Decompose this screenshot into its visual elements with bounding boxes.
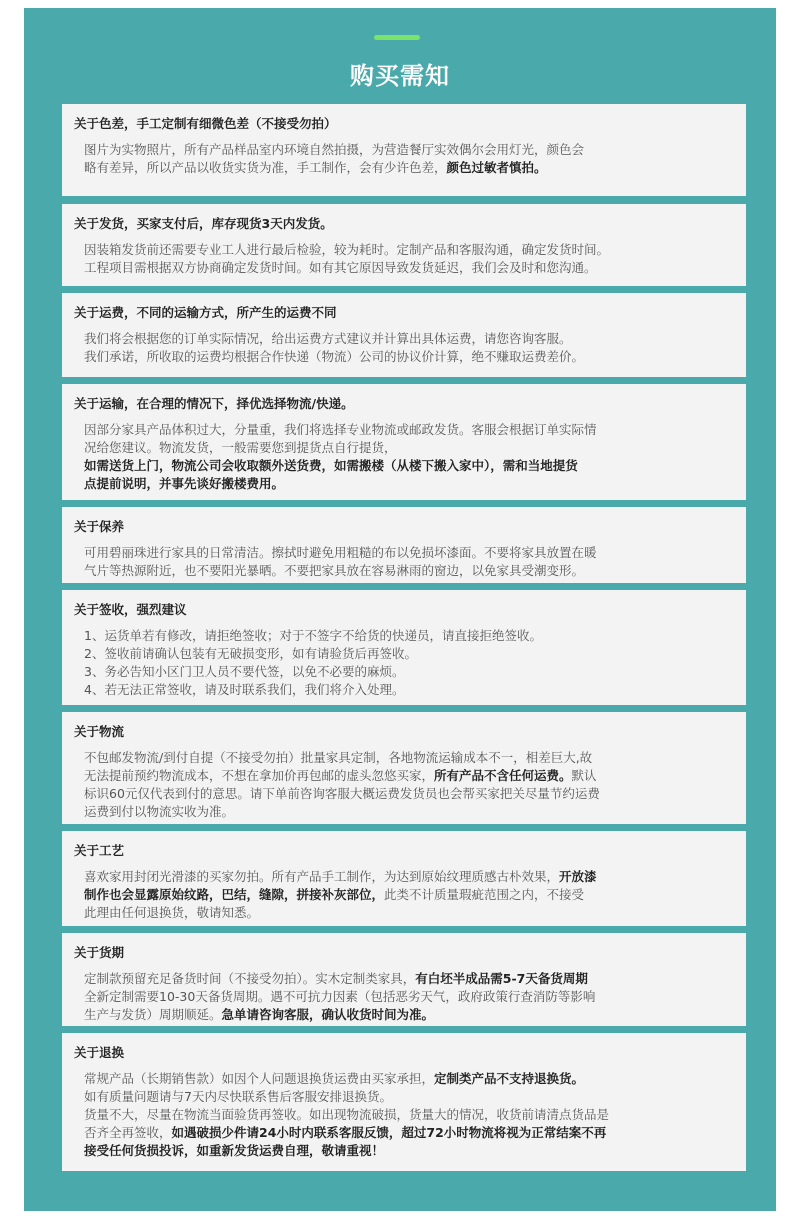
body-text: 生产与发货）周期顺延。: [84, 1007, 222, 1022]
body-text: 无法提前预约物流成本，不想在拿加价再包邮的虚头忽悠买家，: [84, 768, 435, 783]
section-line: [84, 141, 736, 159]
body-text: 气片等热源附近，也不要阳光暴晒。不要把家具放在容易淋雨的窗边，以免家具受潮变形。: [84, 563, 585, 578]
bold-text: 定制类产品不支持退换货。: [434, 1071, 585, 1086]
bold-text: 颜色过敏者慎拍。: [446, 160, 547, 175]
section-line: [84, 886, 736, 904]
section-heading: 关于运费，不同的运输方式，所产生的运费不同: [74, 305, 337, 320]
section-heading: 关于发货，买家支付后，库存现货3天内发货。: [74, 216, 333, 231]
section-line: [84, 749, 736, 767]
section-heading: 关于色差，手工定制有细微色差（不接受勿拍）: [74, 116, 337, 131]
body-text: 可用碧丽珠进行家具的日常清洁。擦拭时避免用粗糙的布以免损坏漆面。不要将家具放置在暖: [84, 545, 597, 560]
section-line: [84, 1088, 736, 1106]
section-line: [84, 348, 736, 366]
body-text: 否齐全再签收，: [84, 1125, 172, 1140]
body-text: 况给您建议。物流发货，一般需要您到提货点自行提货，: [84, 440, 397, 455]
body-text: 2、签收前请确认包装有无破损变形，如有请验货后再签收。: [84, 646, 417, 661]
section-line: [84, 1106, 736, 1124]
section-line: [84, 1142, 736, 1160]
section-line: [84, 904, 736, 922]
body-text: 喜欢家用封闭光滑漆的买家勿拍。所有产品手工制作，为达到原始纹理质感古朴效果，: [84, 869, 560, 884]
section-body: [74, 241, 736, 277]
section-line: [84, 475, 736, 493]
section-line: [84, 159, 736, 177]
section-body: [74, 141, 736, 177]
section-line: [84, 663, 736, 681]
section-line: [84, 970, 736, 988]
section-heading: 关于退换: [74, 1045, 125, 1060]
section-heading: 关于运输，在合理的情况下，择优选择物流/快递。: [74, 396, 354, 411]
section-line: [84, 421, 736, 439]
body-text: 不包邮发物流/到付自提（不接受勿拍）批量家具定制，各地物流运输成本不一，相差巨大,故: [84, 750, 593, 765]
section-heading: 关于货期: [74, 945, 125, 960]
bold-text: 接受任何货损投诉，如重新发货运费自理，敬请重视！: [84, 1143, 385, 1158]
section-body: [74, 330, 736, 366]
title-accent-bar: [374, 35, 420, 40]
section-line: [84, 544, 736, 562]
body-text: 如有质量问题请与7天内尽快联系售后客服安排退换货。: [84, 1089, 392, 1104]
body-text: 略有差异，所以产品以收货实货为准，手工制作，会有少许色差，: [84, 160, 447, 175]
body-text: 货量不大，尽量在物流当面验货再签收。如出现物流破损，货量大的情况，收货前请清点货品是: [84, 1107, 610, 1122]
body-text: 因部分家具产品体积过大，分量重，我们将选择专业物流或邮政发货。客服会根据订单实际情: [84, 422, 597, 437]
bold-text: 如需送货上门，物流公司会收取额外送货费，如需搬楼（从楼下搬入家中），需和当地提货: [84, 458, 578, 473]
body-text: 工程项目需根据双方协商确定发货时间。如有其它原因导致发货延迟，我们会及时和您沟通。: [84, 260, 597, 275]
section-craft: [62, 831, 746, 926]
section-line: [84, 1124, 736, 1142]
section-shipping: [62, 204, 746, 286]
section-body: [74, 544, 736, 580]
body-text: 此理由任何退换货，敬请知悉。: [84, 905, 260, 920]
body-text: 默认: [571, 768, 597, 783]
bold-text: 如遇破损少件请24小时内联系客服反馈，超过72小时物流将视为正常结案不再: [171, 1125, 607, 1140]
bold-text: 制作也会显露原始纹路，巴结，缝隙，拼接补灰部位，: [84, 887, 385, 902]
bold-text: 点提前说明，并事先谈好搬楼费用。: [84, 476, 285, 491]
body-text: 标识60元仅代表到付的意思。请下单前咨询客服大概运费发货员也会帮买家把关尽量节约运费: [84, 786, 600, 801]
section-freight: [62, 293, 746, 377]
body-text: 全新定制需要10-30天备货周期。遇不可抗力因素（包括恶劣天气，政府政策行查消防等影响: [84, 989, 596, 1004]
bold-text: 急单请咨询客服，确认收货时间为准。: [221, 1007, 435, 1022]
section-heading: 关于物流: [74, 724, 125, 739]
section-lead-time: [62, 933, 746, 1026]
section-line: [84, 627, 736, 645]
section-line: [84, 259, 736, 277]
section-line: [84, 785, 736, 803]
section-line: [84, 988, 736, 1006]
body-text: 此类不计质量瑕疵范围之内，不接受: [384, 887, 585, 902]
body-text: 3、务必告知小区门卫人员不要代签，以免不必要的麻烦。: [84, 664, 405, 679]
section-returns: [62, 1033, 746, 1171]
body-text: 4、若无法正常签收，请及时联系我们，我们将介入处理。: [84, 682, 405, 697]
section-logistics: [62, 712, 746, 824]
section-body: [74, 421, 736, 493]
section-line: [84, 767, 736, 785]
section-body: [74, 868, 736, 922]
section-transport: [62, 384, 746, 500]
section-line: [84, 803, 736, 821]
section-body: [74, 749, 736, 821]
section-line: [84, 868, 736, 886]
section-line: [84, 645, 736, 663]
section-maintenance: [62, 507, 746, 583]
section-line: [84, 330, 736, 348]
section-line: [84, 439, 736, 457]
section-line: [84, 241, 736, 259]
body-text: 我们将会根据您的订单实际情况，给出运费方式建议并计算出具体运费，请您咨询客服。: [84, 331, 572, 346]
section-line: [84, 1070, 736, 1088]
section-body: [74, 627, 736, 699]
bold-text: 开放漆: [559, 869, 597, 884]
body-text: 常规产品（长期销售款）如因个人问题退换货运费由买家承担，: [84, 1071, 435, 1086]
body-text: 运费到付以物流实收为准。: [84, 804, 235, 819]
section-signing: [62, 590, 746, 705]
section-body: [74, 970, 736, 1024]
body-text: 定制款预留充足备货时间（不接受勿拍）。实木定制类家具，: [84, 971, 416, 986]
section-line: [84, 1006, 736, 1024]
section-line: [84, 562, 736, 580]
body-text: 我们承诺，所收取的运费均根据合作快递（物流）公司的协议价计算，绝不赚取运费差价。: [84, 349, 585, 364]
section-heading: 关于签收，强烈建议: [74, 602, 187, 617]
body-text: 1、运货单若有修改，请拒绝签收；对于不签字不给货的快递员，请直接拒绝签收。: [84, 628, 542, 643]
notice-panel: [24, 8, 776, 1211]
section-heading: 关于工艺: [74, 843, 125, 858]
page-title: 购买需知: [350, 62, 450, 90]
section-heading: 关于保养: [74, 519, 125, 534]
section-line: [84, 457, 736, 475]
section-body: [74, 1070, 736, 1160]
body-text: 图片为实物照片，所有产品样品室内环境自然拍摄，为营造餐厅实效偶尔会用灯光，颜色会: [84, 142, 585, 157]
bold-text: 有白坯半成品需5-7天备货周期: [415, 971, 588, 986]
body-text: 因装箱发货前还需要专业工人进行最后检验，较为耗时。定制产品和客服沟通，确定发货时间。: [84, 242, 610, 257]
bold-text: 所有产品不含任何运费。: [434, 768, 572, 783]
section-color-difference: [62, 104, 746, 196]
section-line: [84, 681, 736, 699]
